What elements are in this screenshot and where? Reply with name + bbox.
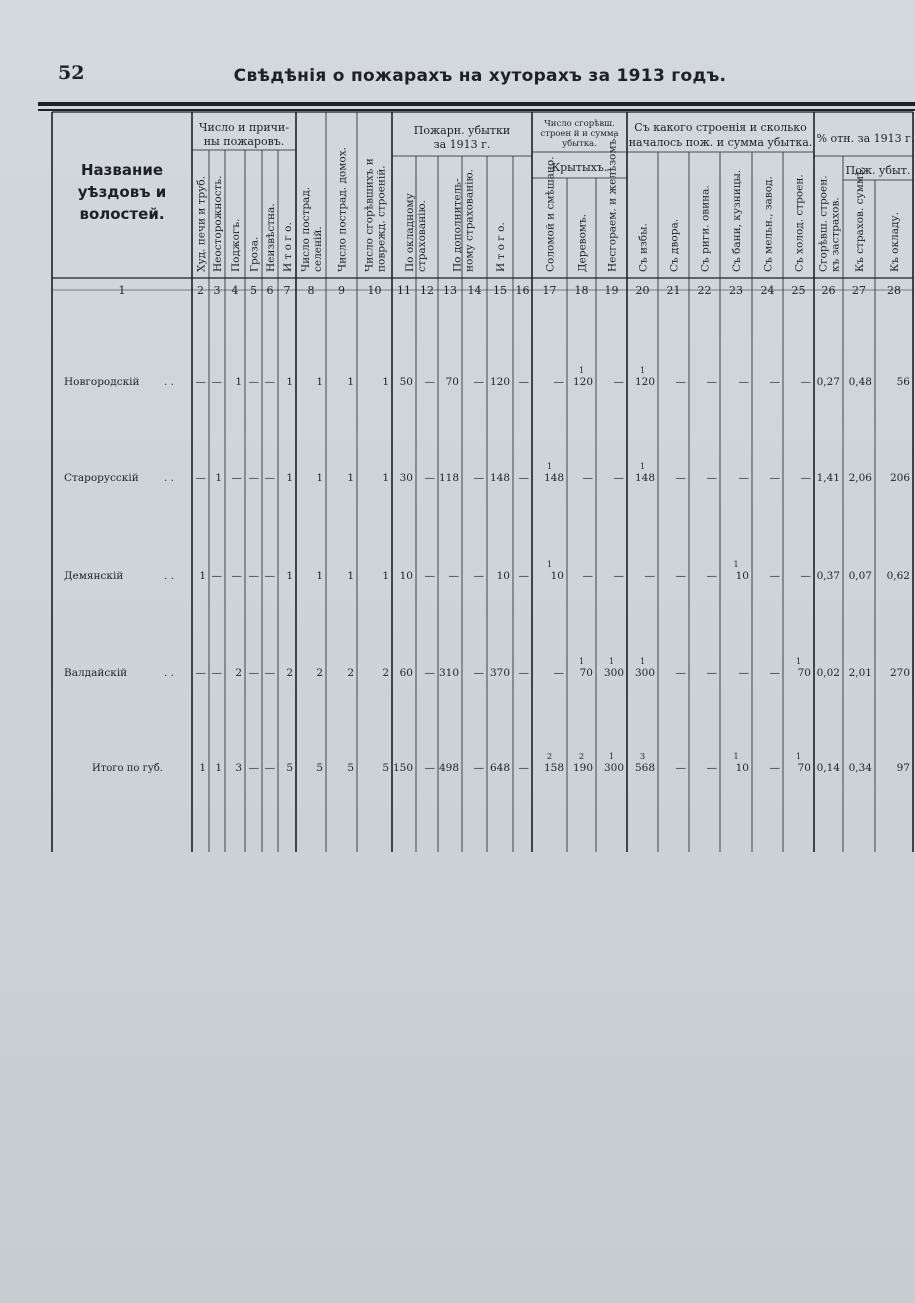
table-cell: — — [553, 667, 564, 679]
table-cell: — — [211, 667, 222, 679]
table-cell: — — [553, 376, 564, 388]
table-cell: 120 — [634, 376, 655, 388]
table-cell: — — [195, 376, 206, 388]
table-cell: 70 — [797, 762, 811, 774]
table-cell: 5 — [382, 762, 389, 774]
table-cell: — — [211, 376, 222, 388]
table-cell: 150 — [392, 762, 413, 774]
table-cell: 2 — [235, 667, 242, 679]
table-cell: — — [424, 762, 435, 774]
table-cell: 2 — [382, 667, 389, 679]
table-cell: — — [424, 570, 435, 582]
row-name: Старорусскій — [64, 472, 139, 484]
table-cell: — — [264, 667, 275, 679]
causes-group-heading: Число и причи- — [199, 121, 289, 134]
table-cell: 0,07 — [848, 570, 872, 582]
table-cell: — — [613, 376, 624, 388]
table-cell: 0,34 — [848, 762, 872, 774]
row-name: Новгородскій — [64, 376, 140, 388]
table-cell: — — [613, 570, 624, 582]
column-number: 18 — [574, 284, 589, 297]
column-label: Число сгорѣвшихъ и — [363, 158, 376, 272]
row-name: Валдайскій — [64, 667, 128, 679]
column-number: 7 — [283, 284, 291, 297]
table-cell: — — [706, 472, 717, 484]
table-cell: — — [473, 762, 484, 774]
column-label: Къ страхов. суммѣ. — [854, 166, 866, 272]
table-cell: — — [738, 667, 749, 679]
table-cell: 300 — [603, 762, 624, 774]
table-cell: — — [248, 376, 259, 388]
table-cell: — — [264, 570, 275, 582]
table-cell: 0,14 — [816, 762, 840, 774]
column-label: Число пострад. — [300, 186, 312, 272]
building-count: 3 — [639, 752, 646, 761]
column-number: 21 — [666, 284, 681, 297]
column-label: Число пострад. домох. — [336, 147, 349, 272]
table-cell: — — [706, 376, 717, 388]
table-cell: 1 — [316, 376, 323, 388]
table-cell: 10 — [550, 570, 564, 582]
column-label: Несгораем. и желѣзомъ. — [606, 135, 619, 272]
row-leader-dots: . . — [164, 472, 175, 484]
table-cell: — — [769, 570, 780, 582]
column-label: поврежд. строеній. — [375, 165, 388, 272]
table-cell: 1 — [199, 762, 206, 774]
causes-group-heading: ны пожаровъ. — [203, 135, 285, 148]
table-cell: 1 — [382, 472, 389, 484]
percent-group-heading: % отн. за 1913 г. — [816, 132, 915, 145]
table-cell: — — [473, 376, 484, 388]
table-cell: — — [613, 472, 624, 484]
building-count: 1 — [639, 462, 646, 471]
table-cell: 158 — [543, 762, 564, 774]
table-cell: 1 — [215, 762, 222, 774]
column-number: 10 — [367, 284, 382, 297]
column-number: 15 — [493, 284, 507, 297]
column-label: Къ окладу. — [889, 212, 901, 272]
column-label: Съ двора. — [668, 218, 681, 272]
table-cell: 270 — [889, 667, 910, 679]
table-cell: 1 — [316, 472, 323, 484]
building-count: 1 — [608, 657, 615, 666]
table-cell: — — [231, 472, 242, 484]
column-number: 2 — [197, 284, 204, 297]
origin-group-heading: началось пож. и сумма убытка. — [628, 136, 813, 149]
table-cell: — — [769, 376, 780, 388]
table-cell: 1 — [286, 570, 293, 582]
table-cell: 498 — [438, 762, 459, 774]
table-cell: — — [738, 472, 749, 484]
table-cell: 190 — [572, 762, 593, 774]
table-cell: — — [675, 762, 686, 774]
table-cell: — — [264, 762, 275, 774]
column-number: 25 — [791, 284, 806, 297]
column-number: 16 — [515, 284, 530, 297]
table-cell: — — [582, 570, 593, 582]
column-number: 11 — [397, 284, 411, 297]
column-number: 28 — [887, 284, 901, 297]
table-cell: — — [644, 570, 655, 582]
table-cell: — — [675, 376, 686, 388]
table-cell: 1 — [286, 376, 293, 388]
building-count: 2 — [578, 752, 585, 761]
column-label: Соломой и смѣшано. — [544, 156, 557, 272]
table-cell: 310 — [438, 667, 459, 679]
row-name: Демянскій — [64, 570, 124, 582]
table-cell: 5 — [286, 762, 293, 774]
table-cell: 206 — [889, 472, 910, 484]
column-number: 6 — [266, 284, 274, 297]
table-cell: — — [448, 570, 459, 582]
column-label: селеній. — [312, 226, 324, 272]
table-cell: 1 — [347, 570, 354, 582]
table-cell: 148 — [489, 472, 510, 484]
table-cell: 70 — [445, 376, 459, 388]
column-label: Деревомъ. — [576, 213, 589, 272]
table-cell: 10 — [399, 570, 413, 582]
column-number: 5 — [250, 284, 257, 297]
column-label: ному страхованію. — [463, 169, 476, 272]
column-label: Неизвѣстна. — [265, 203, 277, 272]
table-cell: 97 — [896, 762, 910, 774]
losses-group-heading: за 1913 г. — [433, 138, 491, 151]
building-count: 1 — [578, 657, 585, 666]
row-leader-dots: . . — [164, 570, 175, 582]
column-number: 13 — [443, 284, 457, 297]
table-cell: 2,06 — [848, 472, 872, 484]
table-cell: 568 — [634, 762, 655, 774]
name-column-heading: волостей. — [79, 205, 165, 223]
building-count: 1 — [546, 462, 553, 471]
column-number: 24 — [760, 284, 775, 297]
roofed-group-heading: Крытыхъ. — [551, 161, 608, 174]
table-cell: — — [738, 376, 749, 388]
table-cell: 1 — [347, 472, 354, 484]
table-cell: — — [800, 376, 811, 388]
page-number: 52 — [58, 62, 85, 84]
table-cell: 0,02 — [816, 667, 840, 679]
column-number: 22 — [697, 284, 712, 297]
burned-group-heading: убытка. — [562, 139, 597, 149]
building-count: 1 — [733, 560, 739, 569]
column-number: 27 — [852, 284, 866, 297]
table-cell: 50 — [399, 376, 413, 388]
table-cell: — — [211, 570, 222, 582]
table-cell: 1 — [316, 570, 323, 582]
table-cell: 2 — [286, 667, 293, 679]
page-title: Свѣдѣнія о пожарахъ на хуторахъ за 1913 годъ. — [233, 66, 727, 86]
table-cell: — — [518, 376, 529, 388]
losses-group-heading: Пожарн. убытки — [413, 124, 511, 137]
table-cell: — — [264, 376, 275, 388]
table-cell: 148 — [634, 472, 655, 484]
table-cell: 2,01 — [848, 667, 872, 679]
origin-group-heading: Съ какого строенія и сколько — [634, 121, 807, 134]
table-cell: — — [518, 667, 529, 679]
column-label: Сгорѣвш. строен. — [817, 175, 830, 272]
table-cell: 30 — [399, 472, 413, 484]
column-label: Съ мельн., завод. — [762, 176, 775, 272]
row-leader-dots: . . — [164, 667, 175, 679]
table-cell: 10 — [735, 762, 749, 774]
table-cell: — — [248, 472, 259, 484]
burned-group-heading: строен й и сумма — [540, 129, 619, 139]
column-label: Съ бани, кузницы. — [731, 169, 743, 272]
column-number: 3 — [213, 284, 221, 297]
table-cell: 1 — [286, 472, 293, 484]
column-number: 19 — [604, 284, 619, 297]
column-number: 8 — [307, 284, 315, 297]
table-cell: 1 — [235, 376, 242, 388]
table-cell: 1 — [199, 570, 206, 582]
column-label: По окладному — [404, 193, 416, 272]
table-cell: 56 — [896, 376, 910, 388]
column-number: 14 — [467, 284, 482, 297]
table-cell: — — [424, 667, 435, 679]
column-label: И т о г о. — [282, 222, 294, 272]
column-label: Съ избы. — [637, 223, 650, 272]
table-cell: — — [518, 472, 529, 484]
table-cell: 0,48 — [848, 376, 872, 388]
table-cell: — — [800, 570, 811, 582]
table-cell: 70 — [579, 667, 593, 679]
column-number: 26 — [821, 284, 836, 297]
table-cell: 148 — [543, 472, 564, 484]
row-name: Итого по губ. — [92, 763, 163, 774]
table-cell: — — [195, 472, 206, 484]
table-cell: 1 — [347, 376, 354, 388]
table-cell: 60 — [399, 667, 413, 679]
table-cell: 120 — [572, 376, 593, 388]
table-cell: 10 — [735, 570, 749, 582]
column-number: 4 — [231, 284, 239, 297]
table-cell: 3 — [235, 762, 242, 774]
column-label: Съ риги. овина. — [699, 185, 712, 272]
table-cell: — — [424, 472, 435, 484]
table-cell: 120 — [489, 376, 510, 388]
column-number: 23 — [729, 284, 743, 297]
table-cell: 300 — [603, 667, 624, 679]
column-label: Гроза. — [248, 236, 261, 272]
table-cell: — — [706, 570, 717, 582]
building-count: 1 — [639, 366, 646, 375]
building-count: 2 — [546, 752, 553, 761]
building-count: 1 — [608, 752, 615, 761]
table-cell: — — [675, 570, 686, 582]
table-cell: 5 — [347, 762, 354, 774]
column-label: Съ холод. строен. — [793, 174, 806, 272]
table-cell: 648 — [489, 762, 510, 774]
table-cell: — — [264, 472, 275, 484]
table-cell: 0,62 — [886, 570, 910, 582]
table-cell: 10 — [496, 570, 510, 582]
column-number: 17 — [542, 284, 557, 297]
table-cell: — — [769, 472, 780, 484]
burned-group-heading: Число сгорѣвш. — [544, 119, 615, 129]
building-count: 1 — [578, 366, 585, 375]
table-cell: — — [231, 570, 242, 582]
column-label: къ застрахов. — [829, 197, 842, 272]
column-label: Поджогъ. — [230, 218, 242, 272]
table-cell: — — [473, 570, 484, 582]
column-label: По дополнитель- — [451, 178, 464, 272]
building-count: 1 — [795, 657, 802, 666]
table-cell: — — [800, 472, 811, 484]
column-number: 20 — [635, 284, 650, 297]
table-cell: 2 — [347, 667, 354, 679]
name-column-heading: Название — [80, 161, 164, 179]
table-cell: — — [473, 667, 484, 679]
column-number: 1 — [118, 284, 126, 297]
building-count: 1 — [733, 752, 739, 761]
table-cell: 2 — [316, 667, 323, 679]
building-count: 1 — [639, 657, 646, 666]
column-number: 9 — [338, 284, 345, 297]
table-cell: — — [195, 667, 206, 679]
table-cell: 118 — [438, 472, 459, 484]
table-cell: — — [706, 667, 717, 679]
column-label: И т о г о. — [495, 222, 507, 272]
building-count: 1 — [546, 560, 553, 569]
table-cell: 1 — [382, 376, 389, 388]
table-cell: — — [675, 472, 686, 484]
table-cell: 1 — [215, 472, 222, 484]
table-cell: — — [518, 762, 529, 774]
table-cell: — — [424, 376, 435, 388]
column-label: Неосторожность. — [212, 175, 224, 272]
table-cell: 5 — [316, 762, 323, 774]
table-cell: — — [473, 472, 484, 484]
table-cell: — — [769, 762, 780, 774]
table-cell: — — [248, 570, 259, 582]
row-leader-dots: . . — [164, 376, 175, 388]
column-number: 12 — [420, 284, 434, 297]
name-column-heading: уѣздовъ и — [77, 183, 167, 201]
table-cell: 300 — [634, 667, 655, 679]
table-cell: — — [248, 667, 259, 679]
table-cell: 0,37 — [816, 570, 840, 582]
table-cell: 70 — [797, 667, 811, 679]
table-cell: 370 — [489, 667, 510, 679]
table-cell: — — [706, 762, 717, 774]
building-count: 1 — [795, 752, 802, 761]
column-label: страхованію. — [416, 200, 428, 272]
table-cell: — — [582, 472, 593, 484]
table-cell: — — [675, 667, 686, 679]
table-cell: — — [769, 667, 780, 679]
table-cell: 1 — [382, 570, 389, 582]
percent-subgroup-heading: Пож. убыт. — [845, 164, 911, 177]
column-label: Худ. печи и труб. — [195, 176, 208, 272]
table-cell: — — [248, 762, 259, 774]
table-cell: 1,41 — [816, 472, 840, 484]
table-cell: — — [518, 570, 529, 582]
table-cell: 0,27 — [816, 376, 840, 388]
